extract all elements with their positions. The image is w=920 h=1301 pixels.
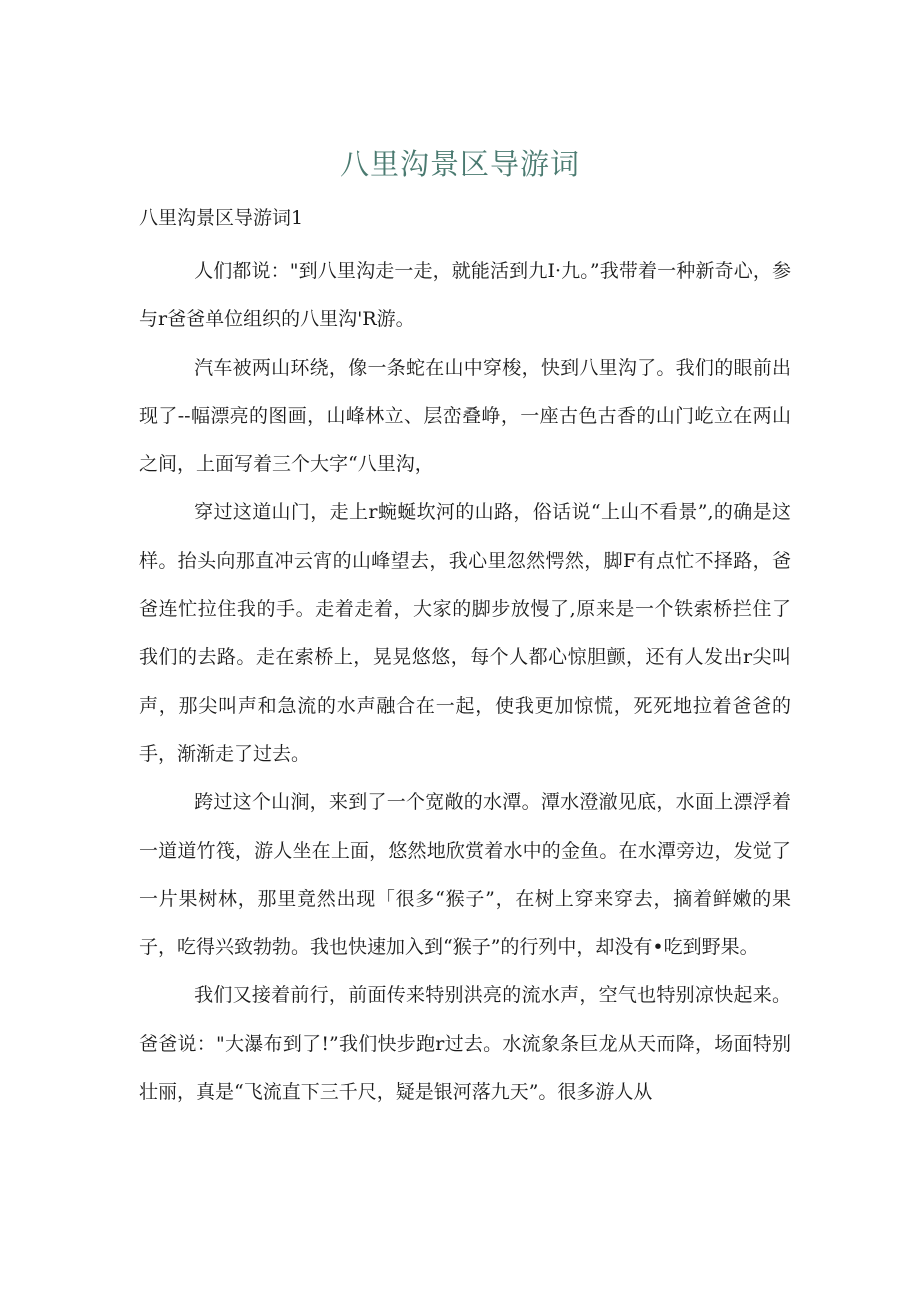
document-title: 八里沟景区导游词 <box>339 147 580 181</box>
document-subtitle: 八里沟景区导游词1 <box>139 207 304 229</box>
paragraph: 汽车被两山环绕，像一条蛇在山中穿梭，快到八里沟了。我们的眼前出现了--幅漂亮的图画，山峰林立、层峦叠峥，一座古色古香的山门屹立在两山之间，上面写着三个大字“八里沟， <box>139 356 791 476</box>
document-body <box>139 247 791 1116</box>
paragraph: 穿过这道山门，走上r蜿蜒坎河的山路，俗话说“上山不看景”,的确是这样。抬头向那直冲云宵的山峰望去，我心里忽然愕然，脚F有点忙不择路，爸爸连忙拉住我的手。走着走着，大家的脚步放慢了,原来是一个铁索桥拦住了我们的去路。走在索桥上，晃晃悠悠，每个人都心惊胆颤，还有人发出r尖叫声，那尖叫声和急流的水声融合在一起，使我更加惊慌，死死地拉着爸爸的手，渐渐走了过去。 <box>139 501 791 765</box>
paragraph: 我们又接着前行，前面传来特别洪亮的流水声，空气也特别凉快起来。爸爸说："大瀑布到了!”我们快步跑r过去。水流象条巨龙从天而降，场面特别壮丽，真是“飞流直下三千尺，疑是银河落九天”。很多游人从 <box>139 984 791 1104</box>
paragraph: 人们都说："到八里沟走一走，就能活到九I·九。”我带着一种新奇心，参与r爸爸单位组织的八里沟'R游。 <box>139 260 791 331</box>
paragraph: 跨过这个山涧，来到了一个宽敞的水潭。潭水澄澈见底，水面上漂浮着一道道竹筏，游人坐在上面，悠然地欣赏着水中的金鱼。在水潭旁边，发觉了一片果树林，那里竟然出现「很多“猴子”，在树上穿来穿去，摘着鲜嫩的果子，吃得兴致勃勃。我也快速加入到“猴子”的行列中，却没有•吃到野果。 <box>139 791 791 959</box>
